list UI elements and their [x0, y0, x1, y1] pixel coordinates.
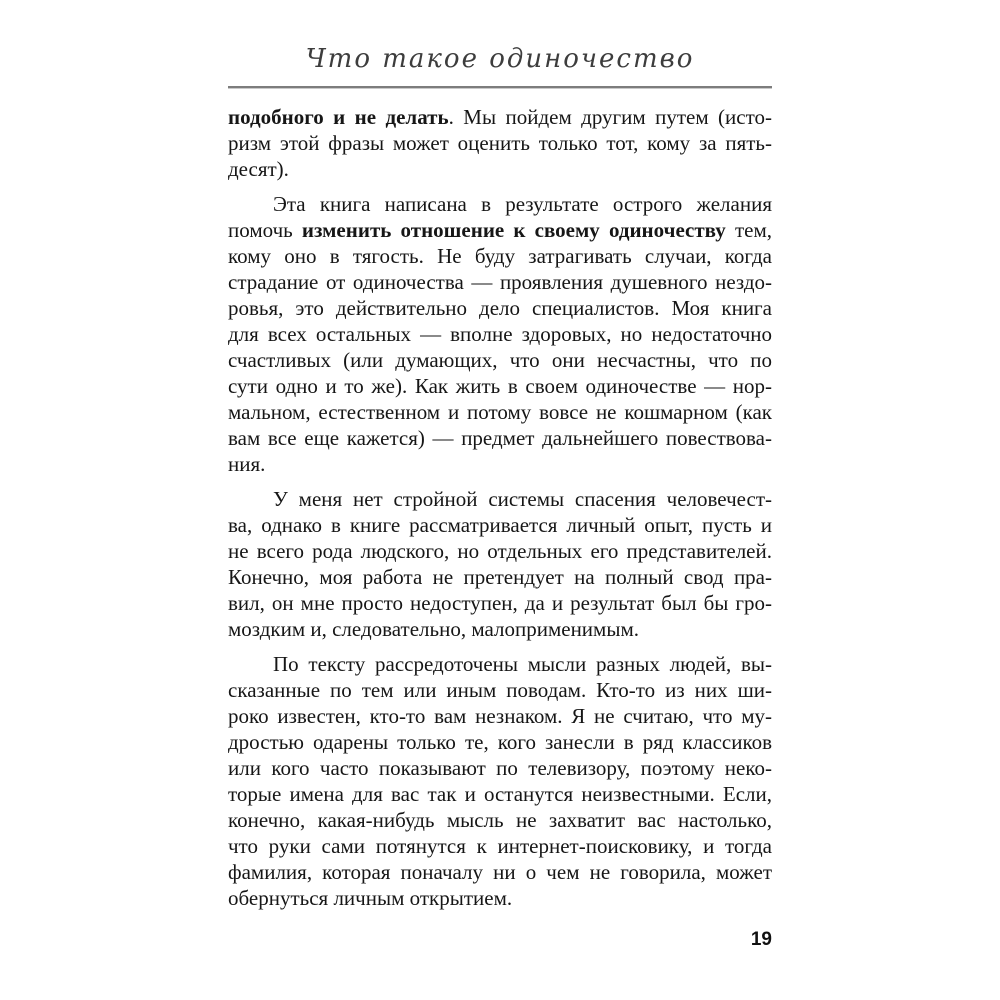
text-segment: не всего рода людского, но отдельных его представителей.: [228, 539, 772, 563]
text-line: [228, 677, 772, 703]
text-line: [228, 425, 772, 451]
text-line: [228, 191, 772, 217]
text-segment: сути одно и то же). Как жить в своем одиночестве — нор-: [228, 374, 772, 398]
text-segment: кому оно в тягость. Не буду затрагивать случаи, когда: [228, 244, 772, 268]
text-segment: дростью одарены только те, кого занесли в ряд классиков: [228, 730, 772, 754]
text-line: [228, 859, 772, 885]
header-rule: [228, 86, 772, 89]
text-line: [228, 295, 772, 321]
text-line: [228, 755, 772, 781]
paragraph: [228, 651, 772, 911]
text-segment: Эта книга написана в результате острого желания: [273, 192, 772, 216]
text-segment: По тексту рассредоточены мысли разных людей, вы-: [273, 652, 772, 676]
text-line: [228, 616, 772, 642]
text-line: [228, 347, 772, 373]
text-segment: ризм этой фразы может оценить только тот, кому за пять-: [228, 131, 772, 155]
text-segment: обернуться личным открытием.: [228, 886, 513, 910]
text-line: [228, 243, 772, 269]
text-line: [228, 885, 772, 911]
text-segment: фамилия, которая поначалу ни о чем не говорила, может: [228, 860, 772, 884]
text-segment: вам все еще кажется) — предмет дальнейшего повествова-: [228, 426, 772, 450]
bold-text-segment: изменить отношение к своему одиночеству: [301, 218, 726, 242]
text-line: [228, 833, 772, 859]
text-segment: страдание от одиночества — проявления душевного нездо-: [228, 270, 772, 294]
text-segment: вил, он мне просто недоступен, да и результат был бы гро-: [228, 591, 772, 615]
text-line: [228, 729, 772, 755]
text-segment: ровья, это действительно дело специалистов. Моя книга: [228, 296, 772, 320]
text-segment: роко известен, кто-то вам незнаком. Я не считаю, что му-: [228, 704, 772, 728]
text-line: [228, 156, 772, 182]
text-segment: помочь: [228, 218, 302, 242]
paragraph: [228, 104, 772, 182]
text-segment: мальном, естественном и потому вовсе не кошмарном (как: [228, 400, 772, 424]
text-segment: торые имена для вас так и останутся неизвестными. Если,: [228, 782, 772, 806]
running-head: Что такое одиночество: [305, 44, 695, 74]
page-body: [228, 104, 772, 911]
text-segment: конечно, какая-нибудь мысль не захватит вас настолько,: [228, 808, 772, 832]
text-segment: У меня нет стройной системы спасения человечест-: [273, 487, 772, 511]
text-line: [228, 373, 772, 399]
text-segment: ва, однако в книге рассматривается личный опыт, пусть и: [228, 513, 772, 537]
text-line: [228, 399, 772, 425]
text-segment: что руки сами потянутся к интернет-поисковику, и тогда: [228, 834, 772, 858]
text-segment: или кого часто показывают по телевизору, поэтому неко-: [228, 756, 772, 780]
text-segment: ния.: [228, 452, 266, 476]
text-line: [228, 781, 772, 807]
text-segment: сказанные по тем или иным поводам. Кто-то из них ши-: [228, 678, 772, 702]
text-line: [228, 486, 772, 512]
text-line: [228, 564, 772, 590]
bold-text-segment: подобного и не делать: [228, 105, 449, 129]
text-line: [228, 590, 772, 616]
text-segment: тем,: [725, 218, 772, 242]
text-line: [228, 104, 772, 130]
paragraph: [228, 191, 772, 477]
text-line: [228, 703, 772, 729]
text-line: [228, 217, 772, 243]
page-number: 19: [750, 929, 772, 950]
text-line: [228, 130, 772, 156]
text-segment: для всех остальных — вполне здоровых, но недостаточно: [228, 322, 772, 346]
text-line: [228, 269, 772, 295]
text-line: [228, 807, 772, 833]
text-line: [228, 321, 772, 347]
text-line: [228, 451, 772, 477]
text-segment: десят).: [228, 157, 289, 181]
text-segment: счастливых (или думающих, что они несчастны, что по: [228, 348, 772, 372]
text-line: [228, 651, 772, 677]
text-segment: Конечно, моя работа не претендует на полный свод пра-: [228, 565, 772, 589]
text-line: [228, 512, 772, 538]
paragraph: [228, 486, 772, 642]
text-segment: . Мы пойдем другим путем (исто-: [448, 105, 772, 129]
text-segment: моздким и, следовательно, малоприменимым.: [228, 617, 639, 641]
text-line: [228, 538, 772, 564]
